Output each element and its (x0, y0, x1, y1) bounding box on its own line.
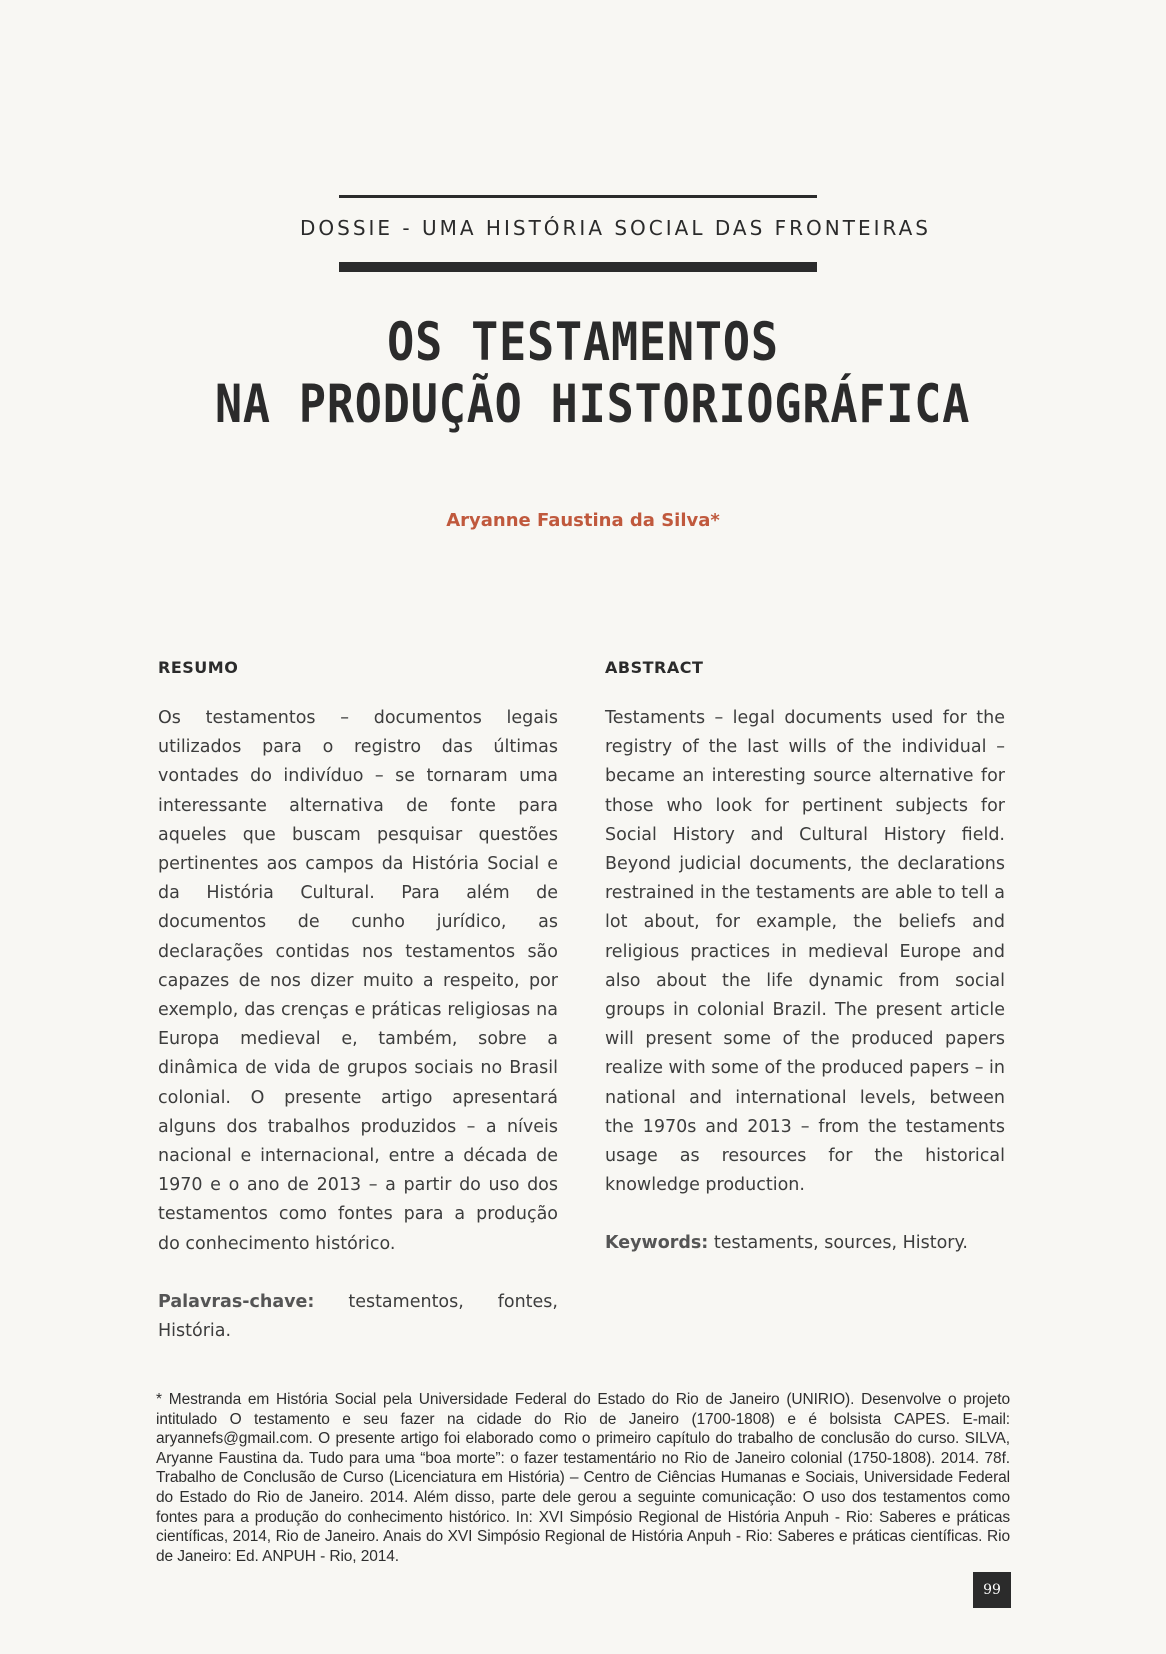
abstract-heading: ABSTRACT (605, 658, 704, 677)
title-line-1: OS TESTAMENTOS (387, 312, 779, 373)
resumo-keywords-value: testamentos, fontes, História. (158, 1291, 558, 1342)
abstract-body: Testaments – legal documents used for the registry of the last wills of the individual – became an interesting source alternative for those who look for pertinent subjects for Social History and Cultural History field. Beyond judicial documents, the declarations restrained in the testaments are able to tell a lot about, for example, the beliefs and religious practices in medieval Europe and also about the life dynamic from social groups in colonial Brazil. The present article will present some of the produced papers realize with some of the produced papers – in national and international levels, between the 1970s and 2013 – from the testaments usage as resources for the historical knowledge production. (605, 708, 1005, 1196)
author-name: Aryanne Faustina da Silva* (446, 510, 720, 531)
abstract-keywords-label: Keywords: (605, 1233, 709, 1254)
title-line-2: NA PRODUÇÃO HISTORIOGRÁFICA (214, 374, 971, 435)
resumo-body: Os testamentos – documentos legais utilizados para o registro das últimas vontades do indivíduo – se tornaram uma interessante alternativa de fonte para aqueles que buscam pesquisar questões pertinentes aos campos da História Social e da História Cultural. Para além de documentos de cunho jurídico, as declarações contidas nos testamentos são capazes de nos dizer muito a respeito, por exemplo, das crenças e práticas religiosas na Europa medieval e, também, sobre a dinâmica de vida de grupos sociais no Brasil colonial. O presente artigo apresentará alguns dos trabalhos produzidos – a níveis nacional e internacional, entre a década de 1970 e o ano de 2013 – a partir do uso dos testamentos como fontes para a produção do conhecimento histórico. (158, 708, 558, 1254)
header-rule-top (339, 195, 817, 198)
section-label: DOSSIE - UMA HISTÓRIA SOCIAL DAS FRONTEIRAS (300, 216, 931, 240)
abstract-keywords-value: testaments, sources, History. (713, 1233, 968, 1254)
resumo-keywords (158, 1288, 558, 1346)
resumo-column (158, 658, 558, 1346)
header-rule-bottom (339, 262, 817, 272)
resumo-keywords-label: Palavras-chave: (158, 1291, 315, 1312)
page-number: 99 (973, 1572, 1011, 1608)
abstract-column (605, 658, 1005, 1259)
author-footnote: * Mestranda em História Social pela Universidade Federal do Estado do Rio de Janeiro (UNIRIO). Desenvolve o projeto intitulado O testamento e seu fazer na cidade do Rio de Janeiro (1700-1808) e é bolsista CAPES. E-mail: aryannefs@gmail.com. O presente artigo foi elaborado como o primeiro capítulo do trabalho de conclusão do curso. SILVA, Aryanne Faustina da. Tudo para uma “boa morte”: o fazer testamentário no Rio de Janeiro colonial (1750-1808). 2014. 78f. Trabalho de Conclusão de Curso (Licenciatura em História) – Centro de Ciências Humanas e Sociais, Universidade Federal do Estado do Rio de Janeiro. 2014. Além disso, parte dele gerou a seguinte comunicação: O uso dos testamentos como fontes para a produção do conhecimento histórico. In: XVI Simpósio Regional de História Anpuh - Rio: Saberes e práticas científicas, 2014, Rio de Janeiro. Anais do XVI Simpósio Regional de História Anpuh - Rio: Saberes e práticas científicas. Rio de Janeiro: Ed. ANPUH - Rio, 2014. (156, 1391, 1010, 1565)
article-title (214, 312, 971, 436)
resumo-heading: RESUMO (158, 658, 239, 677)
abstract-keywords (605, 1229, 1005, 1258)
